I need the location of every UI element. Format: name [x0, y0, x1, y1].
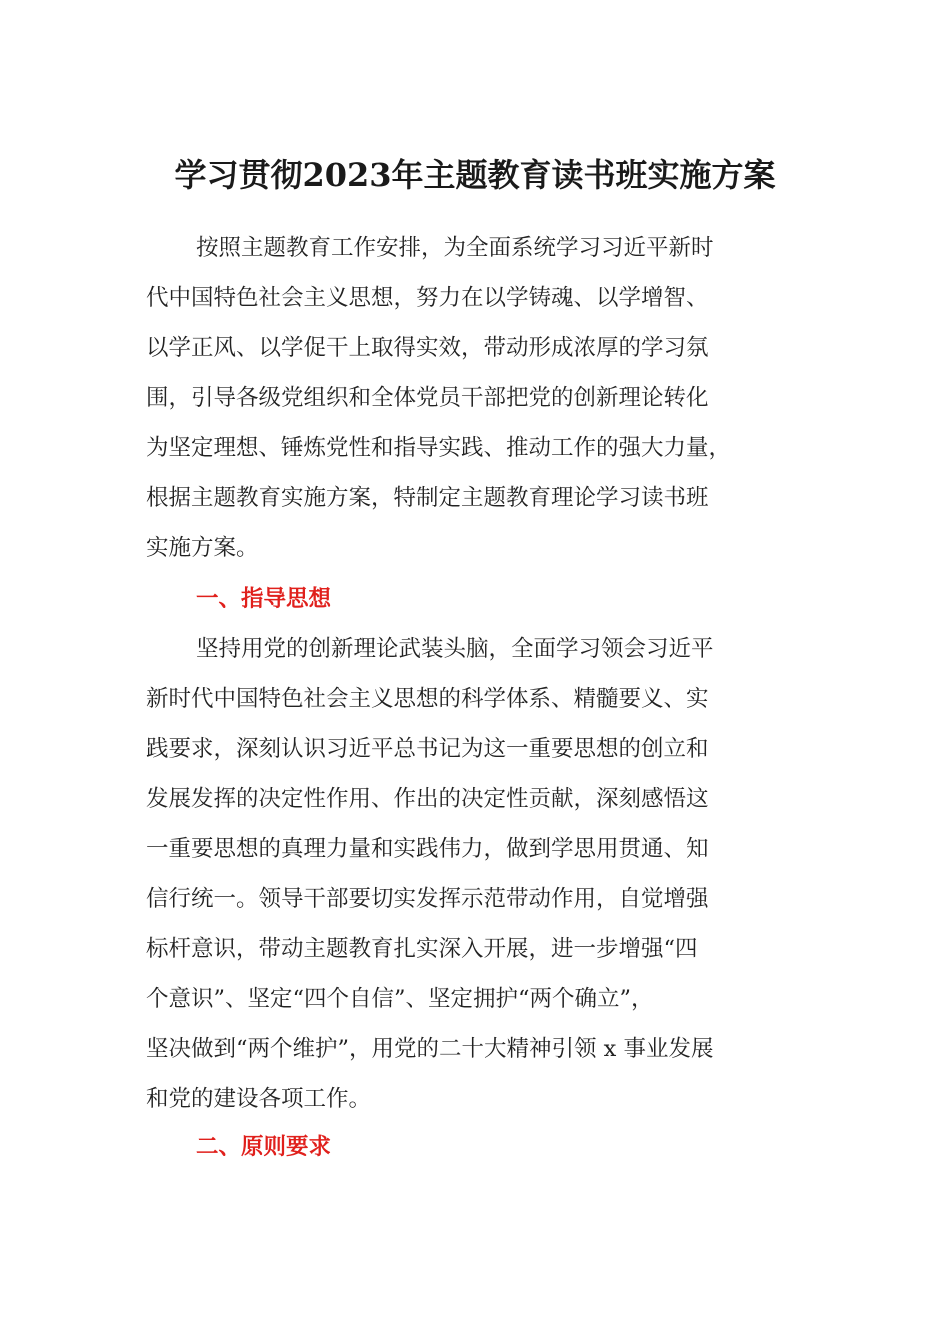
- text-line: 根据主题教育实施方案，特制定主题教育理论学习读书班: [146, 485, 709, 511]
- text-line: 坚决做到“两个维护”，用党的二十大精神引领 x 事业发展: [146, 1036, 714, 1062]
- intro-paragraph: [146, 223, 810, 573]
- text-line: 坚持用党的创新理论武装头脑，全面学习领会习近平: [196, 636, 714, 662]
- text-line: 按照主题教育工作安排，为全面系统学习习近平新时: [196, 235, 714, 261]
- section-heading-principles: 二、原则要求: [196, 1134, 332, 1160]
- text-line: 个意识”、坚定“四个自信”、坚定拥护“两个确立”，: [146, 986, 654, 1012]
- text-line: 代中国特色社会主义思想，努力在以学铸魂、以学增智、: [146, 285, 709, 311]
- text-line: 新时代中国特色社会主义思想的科学体系、精髓要义、实: [146, 686, 709, 712]
- text-line: 信行统一。领导干部要切实发挥示范带动作用，自觉增强: [146, 886, 709, 912]
- text-line: 一重要思想的真理力量和实践伟力，做到学思用贯通、知: [146, 836, 709, 862]
- text-line: 标杆意识，带动主题教育扎实深入开展，进一步增强“四: [146, 936, 698, 962]
- text-line: 实施方案。: [146, 535, 259, 561]
- section-heading-guiding-thought: 一、指导思想: [196, 586, 332, 612]
- text-line: 和党的建设各项工作。: [146, 1086, 372, 1112]
- text-line: 围，引导各级党组织和全体党员干部把党的创新理论转化: [146, 385, 709, 411]
- text-line: 为坚定理想、锤炼党性和指导实践、推动工作的强大力量，: [146, 435, 732, 461]
- document-title: 学习贯彻2023年主题教育读书班实施方案: [174, 156, 776, 194]
- text-line: 以学正风、以学促干上取得实效，带动形成浓厚的学习氛: [146, 335, 709, 361]
- text-line: 发展发挥的决定性作用、作出的决定性贡献，深刻感悟这: [146, 786, 709, 812]
- text-line: 践要求，深刻认识习近平总书记为这一重要思想的创立和: [146, 736, 709, 762]
- guiding-thought-paragraph: [146, 624, 810, 1124]
